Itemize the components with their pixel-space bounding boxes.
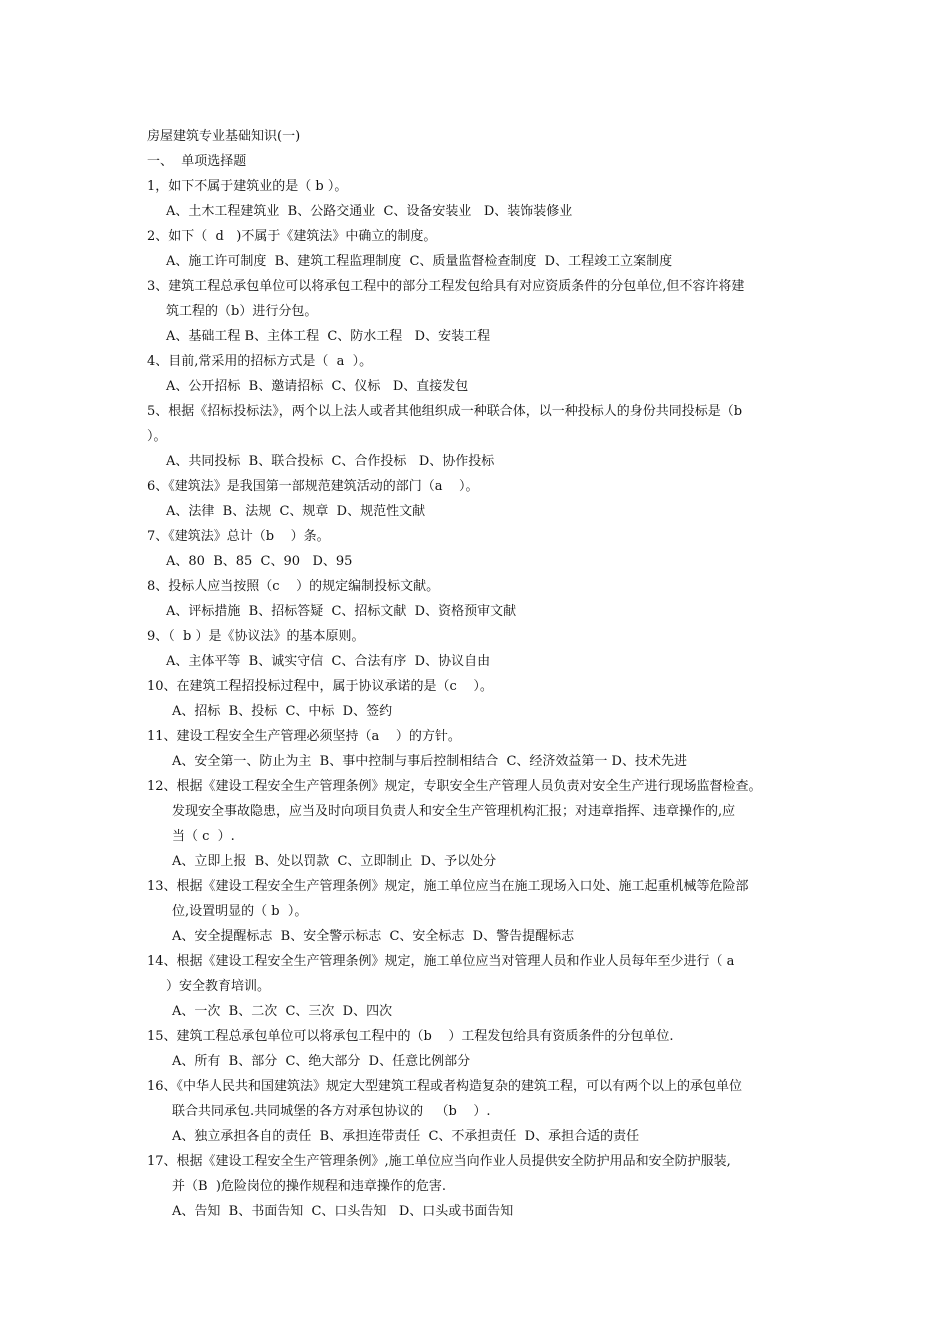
option-line: A、评标措施 B、招标答疑 C、招标文献 D、资格预审文献 bbox=[166, 604, 517, 619]
option-line: A、招标 B、投标 C、中标 D、签约 bbox=[172, 704, 393, 719]
option-line: A、所有 B、部分 C、绝大部分 D、任意比例部分 bbox=[172, 1054, 471, 1069]
question-line: 当（ c ）. bbox=[172, 829, 235, 844]
option-line: A、主体平等 B、诚实守信 C、合法有序 D、协议自由 bbox=[166, 654, 491, 669]
question-line: ）。 bbox=[147, 429, 167, 444]
option-line: A、共同投标 B、联合投标 C、合作投标 D、协作投标 bbox=[166, 454, 495, 469]
option-line: A、安全提醒标志 B、安全警示标志 C、安全标志 D、警告提醒标志 bbox=[172, 929, 575, 944]
option-line: A、土木工程建筑业 B、公路交通业 C、设备安装业 D、装饰装修业 bbox=[166, 204, 573, 219]
option-line: A、独立承担各自的责任 B、承担连带责任 C、不承担责任 D、承担合适的责任 bbox=[172, 1129, 640, 1144]
option-line: A、一次 B、二次 C、三次 D、四次 bbox=[172, 1004, 393, 1019]
question-line: 7、《建筑法》总计（b ）条。 bbox=[147, 529, 330, 544]
question-line: 11、建设工程安全生产管理必须坚持（a ）的方针。 bbox=[147, 729, 461, 744]
option-line: A、施工许可制度 B、建筑工程监理制度 C、质量监督检查制度 D、工程竣工立案制度 bbox=[166, 254, 673, 269]
question-line: 12、根据《建设工程安全生产管理条例》规定，专职安全生产管理人员负责对安全生产进行现场监督检查。 bbox=[147, 779, 762, 794]
question-line: 5、根据《招标投标法》，两个以上法人或者其他组织成一种联合体，以一种投标人的身份共同投标是（b bbox=[147, 404, 743, 419]
option-line: A、基础工程 B、主体工程 C、防水工程 D、安装工程 bbox=[166, 329, 491, 344]
option-line: A、公开招标 B、邀请招标 C、仪标 D、直接发包 bbox=[166, 379, 469, 394]
question-line: ）安全教育培训。 bbox=[166, 979, 271, 994]
question-line: 16、《中华人民共和国建筑法》规定大型建筑工程或者构造复杂的建筑工程，可以有两个以上的承包单位 bbox=[147, 1079, 743, 1094]
question-line: 并（B )危险岗位的操作规程和违章操作的危害. bbox=[172, 1179, 447, 1194]
section-heading: 一、 单项选择题 bbox=[147, 154, 247, 169]
question-line: 联合共同承包.共同城堡的各方对承包协议的 （b ）. bbox=[172, 1104, 491, 1119]
question-line: 14、根据《建设工程安全生产管理条例》规定，施工单位应当对管理人员和作业人员每年至少进行（ a bbox=[147, 954, 735, 969]
question-line: 9、（ b ）是《协议法》的基本原则。 bbox=[147, 629, 365, 644]
question-line: 17、根据《建设工程安全生产管理条例》,施工单位应当向作业人员提供安全防护用品和安全防护服装, bbox=[147, 1154, 731, 1169]
question-line: 2、如下（ d )不属于《建筑法》中确立的制度。 bbox=[147, 229, 437, 244]
question-line: 6、《建筑法》是我国第一部规范建筑活动的部门（a ）。 bbox=[147, 479, 479, 494]
option-line: A、法律 B、法规 C、规章 D、规范性文献 bbox=[166, 504, 426, 519]
question-line: 4、目前,常采用的招标方式是（ a ）。 bbox=[147, 354, 373, 369]
question-line: 13、根据《建设工程安全生产管理条例》规定，施工单位应当在施工现场入口处、施工起重机械等危险部 bbox=[147, 879, 749, 894]
question-line: 8、投标人应当按照（c ）的规定编制投标文献。 bbox=[147, 579, 440, 594]
question-line: 位,设置明显的（ b ）。 bbox=[172, 904, 308, 919]
question-line: 15、建筑工程总承包单位可以将承包工程中的（b ）工程发包给具有资质条件的分包单位. bbox=[147, 1029, 674, 1044]
document-title: 房屋建筑专业基础知识(一) bbox=[147, 129, 301, 144]
question-line: 3、建筑工程总承包单位可以将承包工程中的部分工程发包给具有对应资质条件的分包单位,但不容许将建 bbox=[147, 279, 745, 294]
question-line: 1，如下不属于建筑业的是（ b ）。 bbox=[147, 179, 348, 194]
option-line: A、80 B、85 C、90 D、95 bbox=[166, 554, 353, 569]
question-line: 筑工程的（b）进行分包。 bbox=[166, 304, 318, 319]
question-line: 10、在建筑工程招投标过程中，属于协议承诺的是（c ）。 bbox=[147, 679, 493, 694]
option-line: A、告知 B、书面告知 C、口头告知 D、口头或书面告知 bbox=[172, 1204, 514, 1219]
option-line: A、立即上报 B、处以罚款 C、立即制止 D、予以处分 bbox=[172, 854, 497, 869]
option-line: A、安全第一、防止为主 B、事中控制与事后控制相结合 C、经济效益第一 D、技术先进 bbox=[172, 754, 687, 769]
question-line: 发现安全事故隐患，应当及时向项目负责人和安全生产管理机构汇报；对违章指挥、违章操作的,应 bbox=[172, 804, 736, 819]
